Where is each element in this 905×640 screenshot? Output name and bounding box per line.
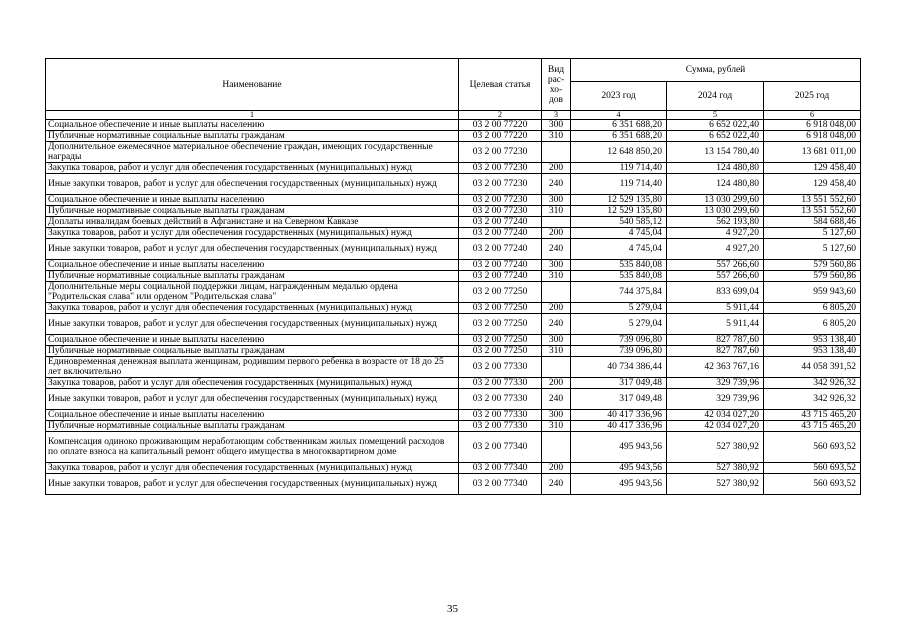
table-row xyxy=(46,163,861,174)
row-type: 240 xyxy=(542,389,571,410)
row-name: Иные закупки товаров, работ и услуг для обеспечения государственных (муниципальных) нужд xyxy=(46,474,459,495)
header-2023: 2023 год xyxy=(571,82,667,111)
row-sum-2024: 42 034 027,20 xyxy=(667,410,764,421)
row-type: 240 xyxy=(542,474,571,495)
row-type: 310 xyxy=(542,206,571,217)
row-sum-2025: 6 805,20 xyxy=(764,314,861,335)
row-type: 300 xyxy=(542,195,571,206)
row-name: Доплаты инвалидам боевых действий в Афганистане и на Северном Кавказе xyxy=(46,217,459,228)
row-code: 03 2 00 77220 xyxy=(459,120,542,131)
header-name: Наименование xyxy=(46,59,459,111)
row-sum-2024: 557 266,60 xyxy=(667,271,764,282)
row-sum-2023: 12 529 135,80 xyxy=(571,195,667,206)
row-sum-2023: 6 351 688,20 xyxy=(571,120,667,131)
row-sum-2023: 739 096,80 xyxy=(571,346,667,357)
row-sum-2025: 584 688,46 xyxy=(764,217,861,228)
row-sum-2025: 560 693,52 xyxy=(764,432,861,463)
row-code: 03 2 00 77220 xyxy=(459,131,542,142)
row-name: Закупка товаров, работ и услуг для обеспечения государственных (муниципальных) нужд xyxy=(46,228,459,239)
row-code: 03 2 00 77330 xyxy=(459,389,542,410)
row-sum-2025: 44 058 391,52 xyxy=(764,357,861,378)
row-name: Публичные нормативные социальные выплаты гражданам xyxy=(46,346,459,357)
row-code: 03 2 00 77230 xyxy=(459,174,542,195)
row-sum-2024: 4 927,20 xyxy=(667,239,764,260)
row-code: 03 2 00 77240 xyxy=(459,239,542,260)
table-row xyxy=(46,131,861,142)
row-sum-2024: 527 380,92 xyxy=(667,432,764,463)
row-code: 03 2 00 77250 xyxy=(459,303,542,314)
row-sum-2023: 540 585,12 xyxy=(571,217,667,228)
row-name: Публичные нормативные социальные выплаты гражданам xyxy=(46,421,459,432)
row-name: Компенсация одиноко проживающим неработающим собственникам жилых помещений расходов по оплате взноса на капитальный ремонт общего имущества в многоквартирном доме xyxy=(46,432,459,463)
row-sum-2024: 13 154 780,40 xyxy=(667,142,764,163)
row-sum-2023: 5 279,04 xyxy=(571,303,667,314)
row-sum-2023: 535 840,08 xyxy=(571,271,667,282)
budget-table xyxy=(45,58,861,495)
table-row xyxy=(46,335,861,346)
column-number: 5 xyxy=(667,111,764,120)
row-name: Публичные нормативные социальные выплаты гражданам xyxy=(46,131,459,142)
row-type: 240 xyxy=(542,314,571,335)
row-code: 03 2 00 77240 xyxy=(459,260,542,271)
row-sum-2024: 527 380,92 xyxy=(667,474,764,495)
row-sum-2024: 827 787,60 xyxy=(667,335,764,346)
row-name: Социальное обеспечение и иные выплаты населению xyxy=(46,410,459,421)
row-code: 03 2 00 77330 xyxy=(459,410,542,421)
table-row xyxy=(46,303,861,314)
row-type xyxy=(542,142,571,163)
header-type: Вид рас-хо-дов xyxy=(542,59,571,111)
table-row xyxy=(46,474,861,495)
table-row xyxy=(46,271,861,282)
row-sum-2023: 40 417 336,96 xyxy=(571,421,667,432)
row-sum-2024: 13 030 299,60 xyxy=(667,206,764,217)
row-sum-2025: 560 693,52 xyxy=(764,463,861,474)
table-row xyxy=(46,174,861,195)
row-code: 03 2 00 77240 xyxy=(459,217,542,228)
table-row xyxy=(46,410,861,421)
table-row xyxy=(46,346,861,357)
row-sum-2023: 739 096,80 xyxy=(571,335,667,346)
row-sum-2025: 953 138,40 xyxy=(764,346,861,357)
table-row xyxy=(46,357,861,378)
row-type: 240 xyxy=(542,239,571,260)
row-sum-2023: 4 745,04 xyxy=(571,239,667,260)
row-sum-2023: 40 417 336,96 xyxy=(571,410,667,421)
row-code: 03 2 00 77330 xyxy=(459,421,542,432)
row-sum-2024: 833 699,04 xyxy=(667,282,764,303)
row-sum-2024: 5 911,44 xyxy=(667,303,764,314)
row-code: 03 2 00 77230 xyxy=(459,142,542,163)
row-sum-2023: 119 714,40 xyxy=(571,174,667,195)
row-sum-2023: 495 943,56 xyxy=(571,474,667,495)
table-row xyxy=(46,239,861,260)
row-type: 200 xyxy=(542,378,571,389)
row-sum-2023: 535 840,08 xyxy=(571,260,667,271)
column-number: 6 xyxy=(764,111,861,120)
row-type xyxy=(542,432,571,463)
row-type: 200 xyxy=(542,228,571,239)
column-number: 3 xyxy=(542,111,571,120)
row-sum-2025: 6 918 048,00 xyxy=(764,120,861,131)
row-type: 200 xyxy=(542,163,571,174)
row-type: 300 xyxy=(542,335,571,346)
row-sum-2023: 495 943,56 xyxy=(571,463,667,474)
row-name: Публичные нормативные социальные выплаты гражданам xyxy=(46,271,459,282)
row-code: 03 2 00 77250 xyxy=(459,335,542,346)
row-name: Дополнительное ежемесячное материальное обеспечение граждан, имеющих государственные награды xyxy=(46,142,459,163)
row-sum-2025: 13 551 552,60 xyxy=(764,195,861,206)
row-type: 240 xyxy=(542,174,571,195)
row-type xyxy=(542,282,571,303)
row-sum-2023: 119 714,40 xyxy=(571,163,667,174)
row-sum-2025: 129 458,40 xyxy=(764,163,861,174)
row-sum-2023: 4 745,04 xyxy=(571,228,667,239)
row-sum-2024: 557 266,60 xyxy=(667,260,764,271)
row-name: Социальное обеспечение и иные выплаты населению xyxy=(46,260,459,271)
page-number: 35 xyxy=(447,603,458,615)
table-row xyxy=(46,378,861,389)
table-row xyxy=(46,120,861,131)
header-code: Целевая статья xyxy=(459,59,542,111)
row-code: 03 2 00 77230 xyxy=(459,163,542,174)
row-code: 03 2 00 77250 xyxy=(459,282,542,303)
row-sum-2025: 129 458,40 xyxy=(764,174,861,195)
row-sum-2024: 6 652 022,40 xyxy=(667,120,764,131)
row-name: Единовременная денежная выплата женщинам, родившим первого ребенка в возрасте от 18 до 25 лет включительно xyxy=(46,357,459,378)
table-row xyxy=(46,432,861,463)
table-row xyxy=(46,389,861,410)
row-sum-2025: 13 551 552,60 xyxy=(764,206,861,217)
row-name: Социальное обеспечение и иные выплаты населению xyxy=(46,195,459,206)
row-sum-2024: 42 034 027,20 xyxy=(667,421,764,432)
row-sum-2025: 6 805,20 xyxy=(764,303,861,314)
row-sum-2023: 317 049,48 xyxy=(571,389,667,410)
row-name: Социальное обеспечение и иные выплаты населению xyxy=(46,120,459,131)
row-name: Закупка товаров, работ и услуг для обеспечения государственных (муниципальных) нужд xyxy=(46,463,459,474)
row-sum-2025: 560 693,52 xyxy=(764,474,861,495)
row-type: 310 xyxy=(542,346,571,357)
row-code: 03 2 00 77330 xyxy=(459,378,542,389)
row-type: 300 xyxy=(542,120,571,131)
row-sum-2023: 12 529 135,80 xyxy=(571,206,667,217)
row-name: Иные закупки товаров, работ и услуг для обеспечения государственных (муниципальных) нужд xyxy=(46,314,459,335)
table-row xyxy=(46,260,861,271)
row-type xyxy=(542,357,571,378)
row-sum-2025: 6 918 048,00 xyxy=(764,131,861,142)
table-row xyxy=(46,195,861,206)
row-sum-2025: 5 127,60 xyxy=(764,228,861,239)
table-row xyxy=(46,217,861,228)
row-sum-2023: 5 279,04 xyxy=(571,314,667,335)
row-type: 200 xyxy=(542,303,571,314)
row-sum-2024: 13 030 299,60 xyxy=(667,195,764,206)
row-name: Дополнительные меры социальной поддержки лицам, награжденным медалью ордена "Родительская слава" или орденом "Родительская слава" xyxy=(46,282,459,303)
table-row xyxy=(46,228,861,239)
header-sum: Сумма, рублей xyxy=(571,59,861,82)
row-sum-2024: 4 927,20 xyxy=(667,228,764,239)
row-type: 300 xyxy=(542,260,571,271)
table-row xyxy=(46,282,861,303)
row-sum-2023: 12 648 850,20 xyxy=(571,142,667,163)
table-row xyxy=(46,206,861,217)
row-type: 300 xyxy=(542,410,571,421)
row-type: 310 xyxy=(542,421,571,432)
row-type: 310 xyxy=(542,131,571,142)
row-sum-2025: 579 560,86 xyxy=(764,260,861,271)
row-code: 03 2 00 77340 xyxy=(459,432,542,463)
row-sum-2024: 827 787,60 xyxy=(667,346,764,357)
row-sum-2023: 317 049,48 xyxy=(571,378,667,389)
row-code: 03 2 00 77240 xyxy=(459,271,542,282)
row-sum-2024: 329 739,96 xyxy=(667,378,764,389)
row-name: Иные закупки товаров, работ и услуг для обеспечения государственных (муниципальных) нужд xyxy=(46,174,459,195)
row-name: Публичные нормативные социальные выплаты гражданам xyxy=(46,206,459,217)
row-name: Иные закупки товаров, работ и услуг для обеспечения государственных (муниципальных) нужд xyxy=(46,239,459,260)
row-type xyxy=(542,217,571,228)
row-sum-2024: 42 363 767,16 xyxy=(667,357,764,378)
table-row xyxy=(46,142,861,163)
row-sum-2025: 13 681 011,00 xyxy=(764,142,861,163)
row-sum-2023: 6 351 688,20 xyxy=(571,131,667,142)
row-code: 03 2 00 77340 xyxy=(459,474,542,495)
column-number: 1 xyxy=(46,111,459,120)
row-sum-2025: 959 943,60 xyxy=(764,282,861,303)
row-type: 310 xyxy=(542,271,571,282)
row-type: 200 xyxy=(542,463,571,474)
column-number: 2 xyxy=(459,111,542,120)
row-code: 03 2 00 77250 xyxy=(459,314,542,335)
column-number: 4 xyxy=(571,111,667,120)
header-2024: 2024 год xyxy=(667,82,764,111)
table-row xyxy=(46,463,861,474)
row-code: 03 2 00 77230 xyxy=(459,195,542,206)
table-row xyxy=(46,421,861,432)
row-sum-2024: 527 380,92 xyxy=(667,463,764,474)
row-sum-2025: 5 127,60 xyxy=(764,239,861,260)
row-sum-2025: 43 715 465,20 xyxy=(764,421,861,432)
row-sum-2025: 953 138,40 xyxy=(764,335,861,346)
header-2025: 2025 год xyxy=(764,82,861,111)
row-sum-2024: 562 193,80 xyxy=(667,217,764,228)
row-code: 03 2 00 77250 xyxy=(459,346,542,357)
row-name: Закупка товаров, работ и услуг для обеспечения государственных (муниципальных) нужд xyxy=(46,378,459,389)
row-sum-2025: 342 926,32 xyxy=(764,389,861,410)
row-name: Иные закупки товаров, работ и услуг для обеспечения государственных (муниципальных) нужд xyxy=(46,389,459,410)
row-name: Закупка товаров, работ и услуг для обеспечения государственных (муниципальных) нужд xyxy=(46,163,459,174)
table-row xyxy=(46,314,861,335)
row-sum-2025: 43 715 465,20 xyxy=(764,410,861,421)
row-sum-2024: 124 480,80 xyxy=(667,174,764,195)
row-code: 03 2 00 77330 xyxy=(459,357,542,378)
row-sum-2025: 579 560,86 xyxy=(764,271,861,282)
row-code: 03 2 00 77230 xyxy=(459,206,542,217)
row-sum-2023: 40 734 386,44 xyxy=(571,357,667,378)
row-code: 03 2 00 77240 xyxy=(459,228,542,239)
row-sum-2024: 6 652 022,40 xyxy=(667,131,764,142)
row-code: 03 2 00 77340 xyxy=(459,463,542,474)
row-sum-2024: 124 480,80 xyxy=(667,163,764,174)
row-sum-2024: 329 739,96 xyxy=(667,389,764,410)
row-sum-2023: 495 943,56 xyxy=(571,432,667,463)
row-name: Закупка товаров, работ и услуг для обеспечения государственных (муниципальных) нужд xyxy=(46,303,459,314)
row-sum-2024: 5 911,44 xyxy=(667,314,764,335)
row-sum-2023: 744 375,84 xyxy=(571,282,667,303)
row-name: Социальное обеспечение и иные выплаты населению xyxy=(46,335,459,346)
row-sum-2025: 342 926,32 xyxy=(764,378,861,389)
